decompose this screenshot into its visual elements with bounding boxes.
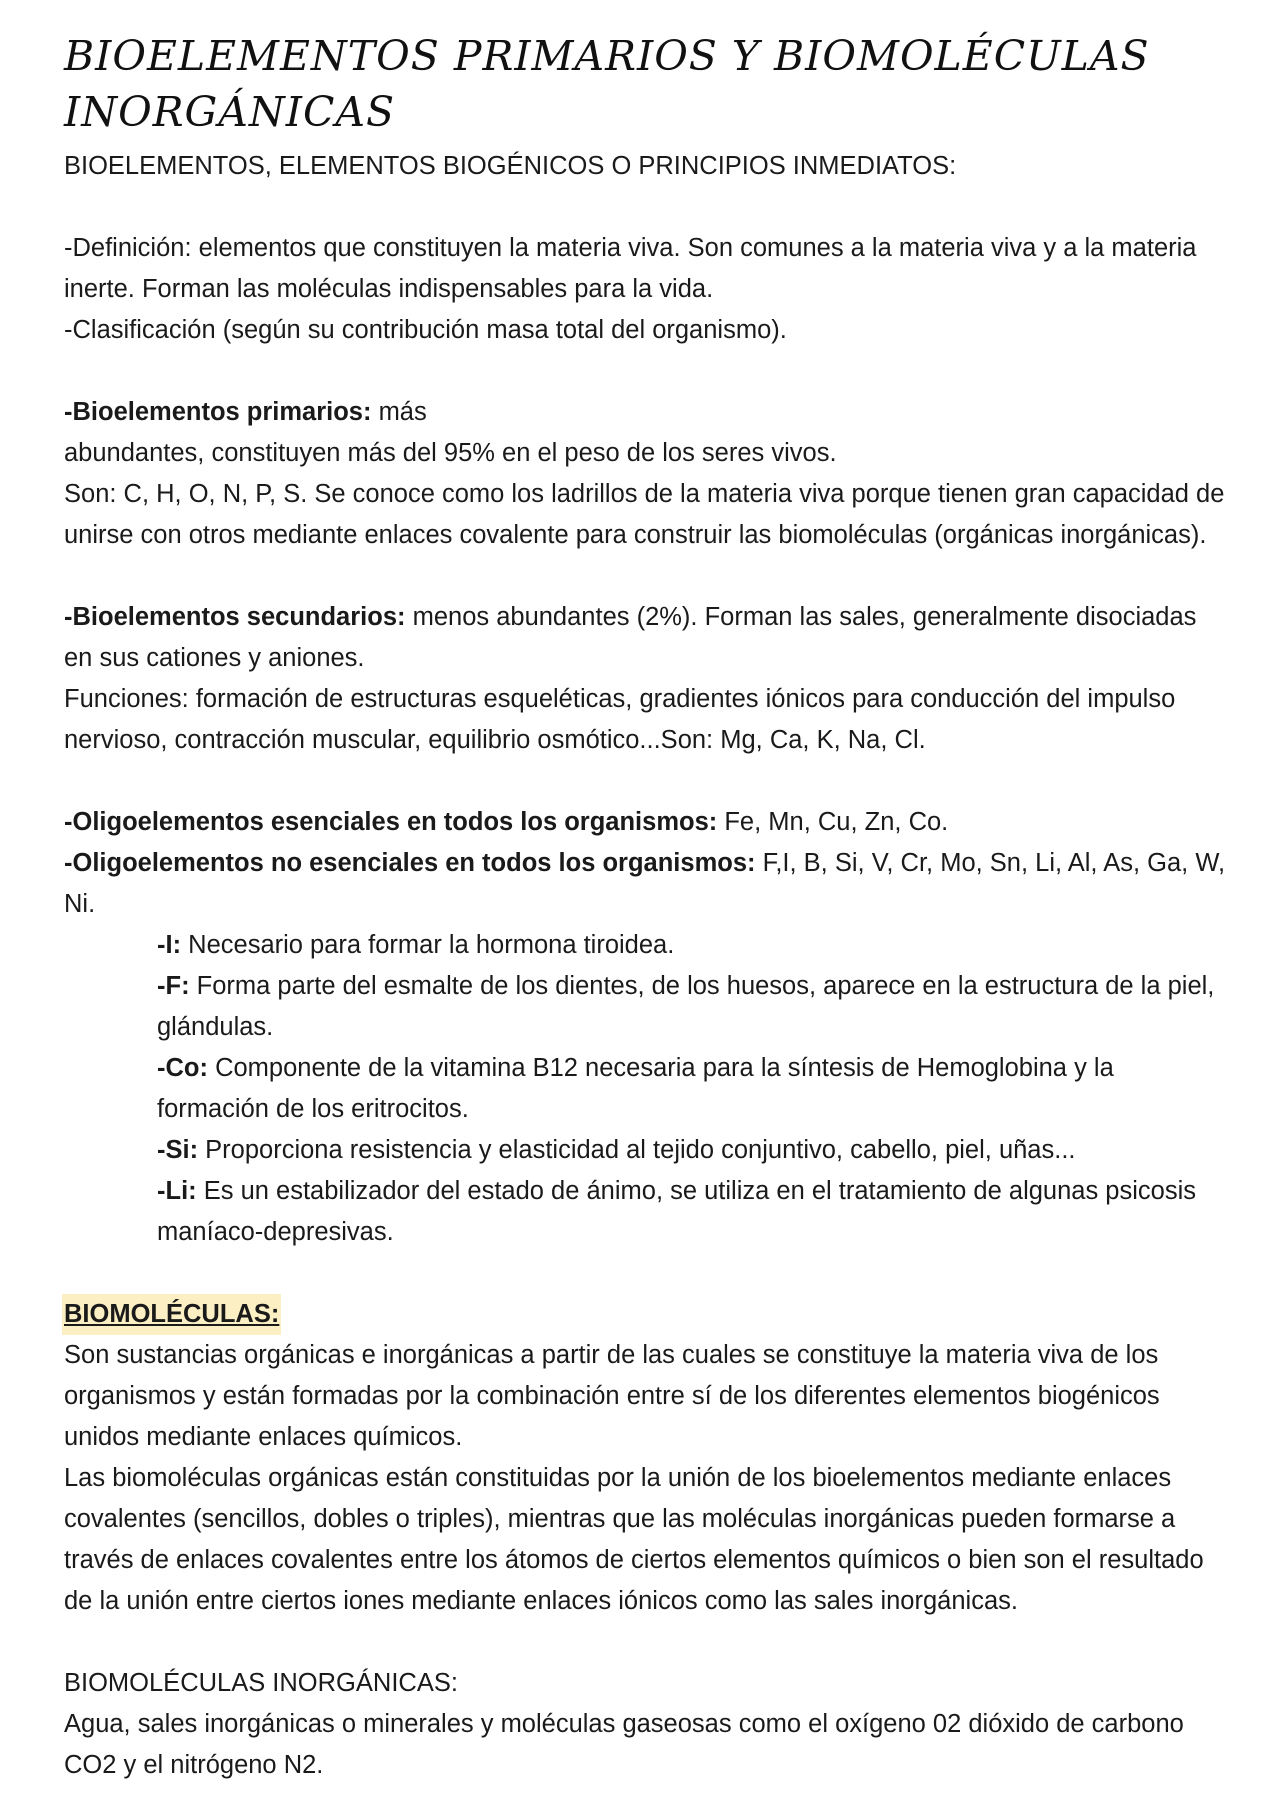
element-item-i: [64, 925, 1228, 966]
page-title: BIOELEMENTOS PRIMARIOS Y BIOMOLÉCULAS INORGÁNICAS: [64, 32, 1150, 136]
spacer: [64, 761, 1228, 802]
definition-paragraph: -Definición: elementos que constituyen la materia viva. Son comunes a la materia viva y a la materia inerte. Forman las moléculas indispensables para la vida.: [64, 234, 1197, 303]
oligo-no-esenciales-text: F,I, B, Si, V, Cr, Mo, Sn, Li, Al, As, Ga, W, Ni.: [64, 849, 1226, 918]
spacer: [64, 1253, 1228, 1294]
element-label: -Si:: [157, 1136, 199, 1164]
primarios-text-1: más: [371, 398, 427, 426]
oligo-esenciales-text: Fe, Mn, Cu, Zn, Co.: [717, 808, 949, 836]
secundarios-functions: Funciones: formación de estructuras esqueléticas, gradientes iónicos para conducción del impulso nervioso, contracción muscular, equilibrio osmótico...Son: Mg, Ca, K, Na, Cl.: [64, 685, 1176, 754]
element-text: Necesario para formar la hormona tiroidea.: [181, 931, 675, 959]
spacer: [64, 556, 1228, 597]
primarios-label: -Bioelementos primarios:: [64, 398, 372, 426]
spacer: [64, 187, 1228, 228]
element-item-f: [64, 966, 1228, 1048]
secundarios-text-1: menos abundantes (2%). Forman las sales, generalmente disociadas en sus cationes y aniones.: [64, 603, 1197, 672]
biomoleculas-paragraph-1: Son sustancias orgánicas e inorgánicas a partir de las cuales se constituye la materia viva de los organismos y están formadas por la combinación entre sí de los diferentes elementos biogénicos unidos mediante enlaces químicos.: [64, 1341, 1160, 1451]
element-label: -I:: [157, 931, 182, 959]
section-subtitle: BIOELEMENTOS, ELEMENTOS BIOGÉNICOS O PRINCIPIOS INMEDIATOS:: [64, 152, 957, 180]
element-text: Es un estabilizador del estado de ánimo, se utiliza en el tratamiento de algunas psicosis maníaco-depresivas.: [157, 1177, 1196, 1246]
element-text: Forma parte del esmalte de los dientes, de los huesos, aparece en la estructura de la piel, glándulas.: [157, 972, 1215, 1041]
oligo-no-esenciales-label: -Oligoelementos no esenciales en todos los organismos:: [64, 849, 756, 877]
biomoleculas-paragraph-2: Las biomoléculas orgánicas están constituidas por la unión de los bioelementos mediante enlaces covalentes (sencillos, dobles o triples), mientras que las moléculas inorgánicas pueden formarse a través de enlaces covalentes entre los átomos de ciertos elementos químicos o bien son el resultado de la unión entre ciertos iones mediante enlaces iónicos como las sales inorgánicas.: [64, 1464, 1204, 1615]
element-item-co: [64, 1048, 1228, 1130]
secundarios-paragraph: [64, 597, 1228, 679]
oligo-esenciales-line: [64, 802, 1228, 843]
primarios-paragraph: Son: C, H, O, N, P, S. Se conoce como los ladrillos de la materia viva porque tienen gran capacidad de unirse con otros mediante enlaces covalente para construir las biomoléculas (orgánicas inorgánicas).: [64, 480, 1225, 549]
element-item-li: [64, 1171, 1228, 1253]
secundarios-label: -Bioelementos secundarios:: [64, 603, 406, 631]
biomoleculas-heading: BIOMOLÉCULAS:: [62, 1294, 281, 1335]
oligo-no-esenciales-line: [64, 843, 1228, 925]
element-text: Componente de la vitamina B12 necesaria para la síntesis de Hemoglobina y la formación de los eritrocitos.: [157, 1054, 1114, 1123]
spacer: [64, 351, 1228, 392]
classification-paragraph: -Clasificación (según su contribución masa total del organismo).: [64, 316, 787, 344]
element-label: -Co:: [157, 1054, 208, 1082]
oligo-esenciales-label: -Oligoelementos esenciales en todos los organismos:: [64, 808, 718, 836]
element-label: -Li:: [157, 1177, 197, 1205]
element-item-si: [64, 1130, 1228, 1171]
element-text: Proporciona resistencia y elasticidad al tejido conjuntivo, cabello, piel, uñas...: [198, 1136, 1076, 1164]
biomoleculas-heading-line: [64, 1294, 1228, 1335]
spacer: [64, 1622, 1228, 1663]
inorganicas-paragraph: Agua, sales inorgánicas o minerales y moléculas gaseosas como el oxígeno 02 dióxido de carbono CO2 y el nitrógeno N2.: [64, 1710, 1184, 1779]
element-label: -F:: [157, 972, 190, 1000]
inorganicas-heading: BIOMOLÉCULAS INORGÁNICAS:: [64, 1669, 458, 1697]
primarios-line-2: abundantes, constituyen más del 95% en el peso de los seres vivos.: [64, 439, 837, 467]
primarios-line: [64, 392, 1228, 433]
